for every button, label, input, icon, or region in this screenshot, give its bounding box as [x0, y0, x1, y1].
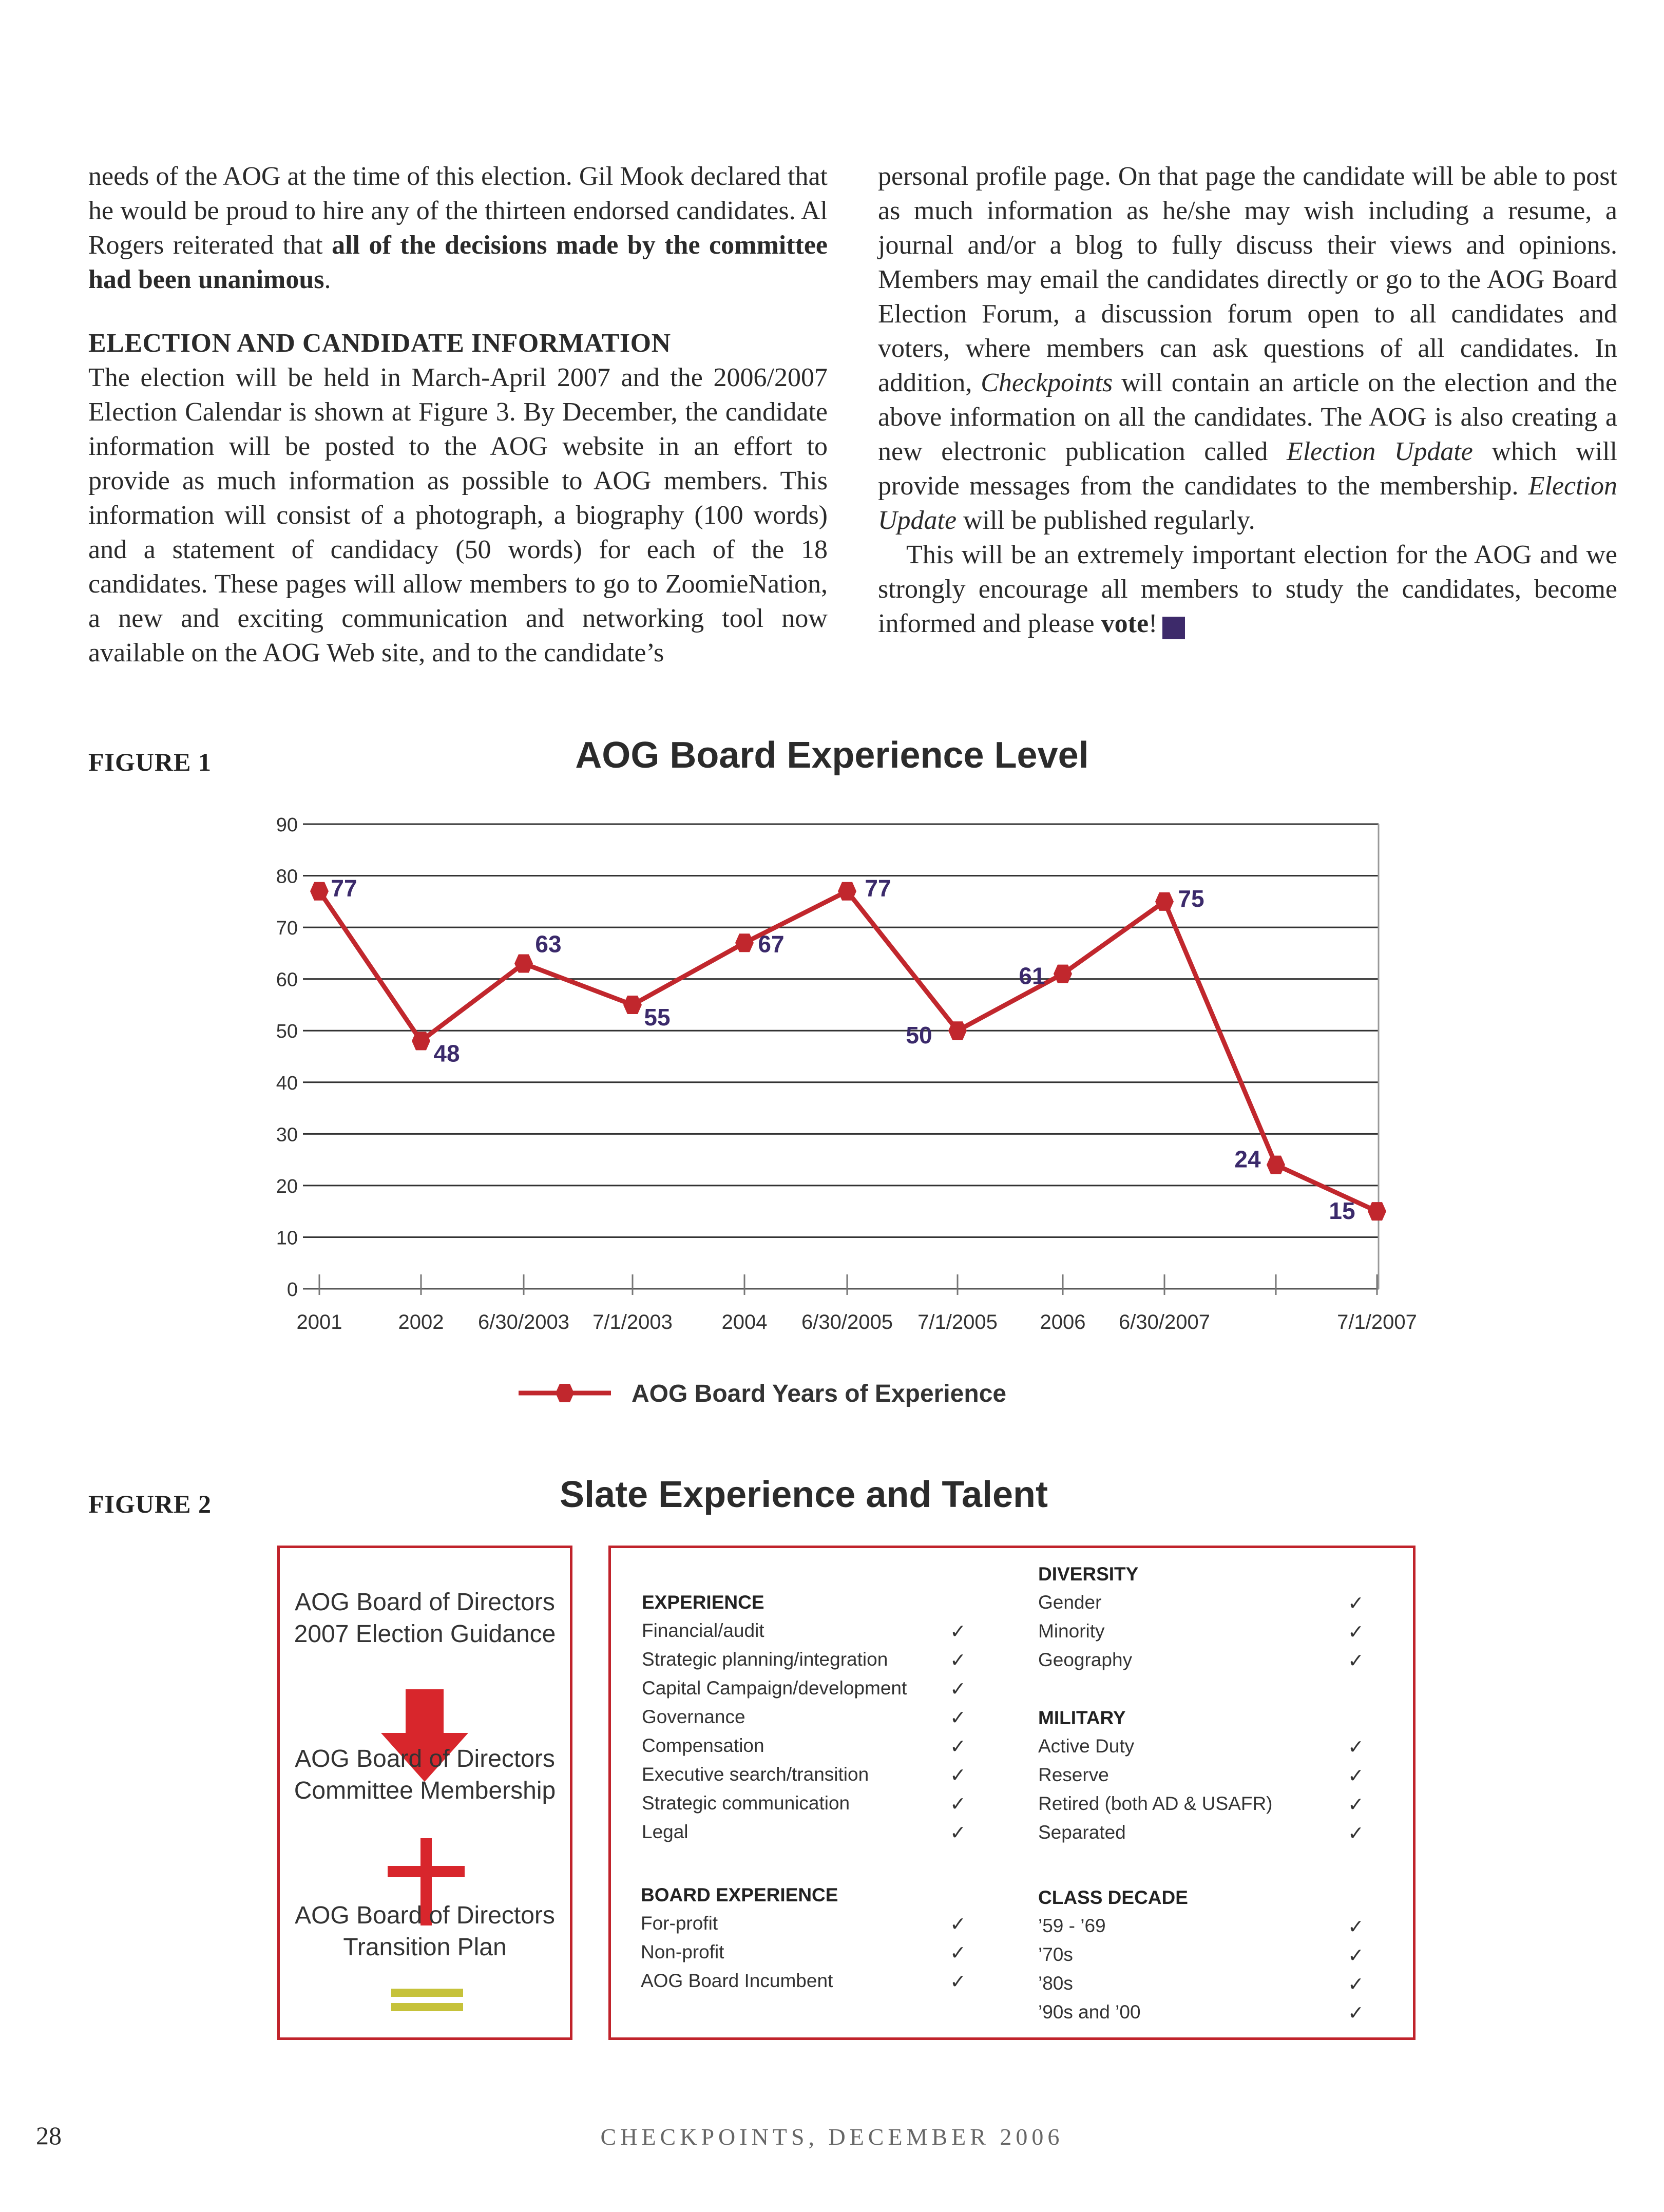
checklist-item: AOG Board Incumbent	[641, 1970, 833, 1991]
x-tick-label: 2002	[398, 1311, 444, 1333]
figure2-title: Slate Experience and Talent	[560, 1474, 1048, 1515]
checklist-item: Reserve	[1038, 1764, 1109, 1785]
data-label: 75	[1178, 885, 1204, 912]
data-point	[1368, 1202, 1386, 1221]
checklist-item: Minority	[1038, 1620, 1105, 1642]
check-icon: ✓	[1348, 1974, 1364, 1995]
check-icon: ✓	[1348, 1593, 1364, 1614]
section-heading: ELECTION AND CANDIDATE INFORMATION	[88, 329, 671, 358]
check-icon: ✓	[1348, 1823, 1364, 1844]
legend-marker	[556, 1384, 574, 1402]
check-icon: ✓	[950, 1794, 966, 1815]
checklist-item: Compensation	[642, 1735, 764, 1756]
checklist-item: ’70s	[1038, 1944, 1073, 1965]
process-step: AOG Board of Directors 2007 Election Guidance	[294, 1589, 556, 1648]
data-label: 67	[758, 930, 785, 958]
data-point	[1267, 1156, 1285, 1174]
check-icon: ✓	[950, 1822, 966, 1844]
section-heading: DIVERSITY	[1038, 1563, 1139, 1585]
check-icon: ✓	[950, 1942, 966, 1964]
paragraph: This will be an extremely important election for the AOG and we strongly encourage all members to study the candidates, become informed and please vote! ✓	[878, 540, 1617, 639]
section-heading: EXPERIENCE	[642, 1592, 764, 1613]
checklist-item: Geography	[1038, 1649, 1133, 1670]
check-icon: ✓	[950, 1707, 966, 1729]
checklist-item: Separated	[1038, 1822, 1126, 1843]
checklist-item: Financial/audit	[642, 1620, 764, 1641]
y-tick-label: 50	[276, 1021, 298, 1043]
article-right-column	[878, 159, 1617, 641]
check-icon: ✓	[1348, 1916, 1364, 1938]
checklist-item: Gender	[1038, 1592, 1102, 1613]
y-tick-label: 0	[286, 1279, 298, 1301]
process-box	[277, 1546, 572, 2040]
check-icon: ✓	[950, 1971, 966, 1993]
y-tick-label: 90	[276, 814, 298, 836]
paragraph: personal profile page. On that page the candidate will be able to post as much information as he/she may wish including a resume, a journal and/or a blog to fully discuss their views and opinions. Members may email the candidates directly or go to the AOG Board Election Forum, a discussion forum open to all candidates and voters, where members can ask questions of all candidates. In addition, Checkpoints will contain an article on the election and the above information on all the candidates. The AOG is also creating a new electronic publication called Election Update which will provide messages from the candidates to the membership. Election Update will be published regularly.	[878, 162, 1617, 535]
checklist-item: Executive search/transition	[642, 1764, 869, 1785]
section-heading: BOARD EXPERIENCE	[641, 1884, 838, 1905]
checklist-item: ’59 - ’69	[1038, 1915, 1106, 1936]
x-tick-label: 6/30/2003	[478, 1311, 569, 1333]
page-number: 28	[36, 2121, 62, 2150]
figure2-label: FIGURE 2	[88, 1490, 212, 1518]
check-icon: ✓	[950, 1621, 966, 1643]
data-label: 77	[331, 874, 357, 902]
data-label: 48	[433, 1040, 460, 1067]
y-tick-label: 30	[276, 1124, 298, 1146]
x-tick-label: 7/1/2005	[917, 1311, 998, 1333]
legend-label: AOG Board Years of Experience	[632, 1380, 1007, 1407]
process-step: AOG Board of Directors Committee Membership	[294, 1745, 556, 1804]
talent-box	[608, 1546, 1416, 2040]
line-chart	[0, 780, 1664, 1448]
section-heading: CLASS DECADE	[1038, 1887, 1188, 1908]
x-tick-label: 7/1/2007	[1337, 1311, 1417, 1333]
paragraph: The election will be held in March-April 2007 and the 2006/2007 Election Calendar is shown at Figure 3. By December, the candidate information will be posted to the AOG website in an effort to provide as much information as possible to AOG members. This information will consist of a photograph, a biography (100 words) and a statement of candidacy (50 words) for each of the 18 candidates. These pages will allow members to go to ZoomieNation, a new and exciting communication and networking tool now available on the AOG Web site, and to the candidate’s	[88, 363, 828, 668]
section-heading: MILITARY	[1038, 1707, 1126, 1728]
check-icon: ✓	[950, 1914, 966, 1935]
x-tick-label: 6/30/2007	[1119, 1311, 1210, 1333]
check-icon: ✓	[1348, 1765, 1364, 1787]
check-icon: ✓	[1348, 1794, 1364, 1816]
y-tick-label: 60	[276, 969, 298, 991]
x-tick-label: 6/30/2005	[801, 1311, 893, 1333]
checklist-item: ’90s and ’00	[1038, 2001, 1141, 2023]
check-icon: ✓	[950, 1736, 966, 1758]
checklist-item: Legal	[642, 1821, 688, 1842]
x-tick-label: 7/1/2003	[592, 1311, 673, 1333]
data-label: 55	[644, 1003, 671, 1031]
data-label: 63	[535, 930, 562, 958]
series-line	[319, 891, 1377, 1211]
y-tick-label: 70	[276, 918, 298, 940]
data-label: 50	[906, 1022, 932, 1049]
publication-footer: CHECKPOINTS, DECEMBER 2006	[600, 2124, 1064, 2150]
equals-icon	[391, 1985, 463, 2015]
x-tick-label: 2006	[1040, 1311, 1086, 1333]
y-tick-label: 20	[276, 1175, 298, 1197]
x-tick-label: 2001	[296, 1311, 342, 1333]
y-tick-label: 10	[276, 1227, 298, 1249]
check-icon: ✓	[1348, 1622, 1364, 1643]
figure1-label: FIGURE 1	[88, 748, 212, 776]
data-point	[623, 996, 642, 1014]
emphasis-text: all of the decisions made by the committee had been unanimous	[88, 231, 828, 294]
data-label: 61	[1019, 962, 1045, 989]
checklist-item: Retired (both AD & USAFR)	[1038, 1793, 1273, 1814]
check-icon: ✓	[1348, 1737, 1364, 1758]
checklist-item: Governance	[642, 1706, 745, 1727]
y-tick-label: 40	[276, 1072, 298, 1094]
check-icon: ✓	[950, 1679, 966, 1700]
check-icon: ✓	[1348, 1650, 1364, 1672]
x-tick-label: 2004	[721, 1311, 768, 1333]
checklist-item: ’80s	[1038, 1973, 1073, 1994]
checklist-item: Non-profit	[641, 1941, 724, 1962]
check-icon: ✓	[1348, 1945, 1364, 1967]
check-icon: ✓	[950, 1765, 966, 1786]
data-point	[735, 933, 754, 952]
data-label: 24	[1234, 1146, 1261, 1173]
checkmark-box-icon: ✓	[1162, 617, 1185, 639]
checklist-item: Active Duty	[1038, 1736, 1135, 1757]
checklist-item: For-profit	[641, 1913, 718, 1934]
article-left-column	[88, 159, 828, 670]
check-icon: ✓	[950, 1650, 966, 1671]
data-label: 15	[1329, 1197, 1355, 1225]
process-step: AOG Board of Directors Transition Plan	[295, 1902, 555, 1961]
checklist-item: Capital Campaign/development	[642, 1677, 907, 1699]
data-label: 77	[865, 874, 891, 902]
y-tick-label: 80	[276, 866, 298, 888]
paragraph: needs of the AOG at the time of this election. Gil Mook declared that he would be proud to hire any of the thirteen endorsed candidates. Al Rogers reiterated that all of the decisions made by the committee had been unanimous.	[88, 162, 828, 294]
checklist-item: Strategic planning/integration	[642, 1649, 888, 1670]
checklist-item: Strategic communication	[642, 1793, 850, 1814]
check-icon: ✓	[1348, 2003, 1364, 2024]
chart-title: AOG Board Experience Level	[575, 735, 1089, 776]
